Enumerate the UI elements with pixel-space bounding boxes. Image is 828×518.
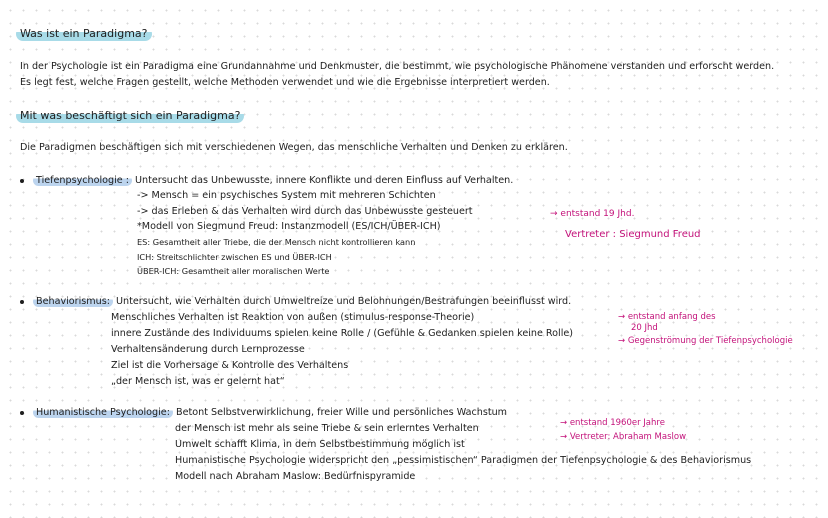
tiefen-line-4: *Modell von Siegmund Freud: Instanzmodell (ES/ICH/ÜBER-ICH): [137, 221, 441, 232]
heading-mit-was-beschaeftigt: Mit was beschäftigt sich ein Paradigma?: [16, 109, 244, 123]
human-line-1-row: [33, 407, 507, 419]
behav-note-entstand: → entstand anfang des: [618, 312, 716, 322]
tiefen-line-1-row: [33, 175, 513, 187]
human-line-5: Modell nach Abraham Maslow: Bedürfnispyramide: [175, 471, 416, 482]
human-note-entstand: → entstand 1960er Jahre: [560, 418, 665, 428]
human-line-1: Betont Selbstverwirklichung, freier Wille und persönliches Wachstum: [176, 407, 508, 418]
tiefen-note-entstand: → entstand 19 Jhd.: [550, 209, 635, 219]
behav-line-5: Ziel ist die Vorhersage & Kontrolle des Verhaltens: [111, 360, 349, 371]
tiefen-line-6: ICH: Streitschlichter zwischen ES und ÜBER-ICH: [137, 252, 332, 262]
human-line-2: der Mensch ist mehr als seine Triebe & sein erlerntes Verhalten: [175, 423, 479, 434]
tiefen-label: Tiefenpsychologie :: [33, 175, 132, 186]
behav-note-jhd: 20 Jhd: [631, 323, 658, 333]
human-note-vertreter: → Vertreter: Abraham Maslow: [560, 432, 687, 442]
intro-line-1: In der Psychologie ist ein Paradigma eine Grundannahme und Denkmuster, die bestimmt, wie psychologische Phänomene verstanden und erforscht werden.: [20, 61, 775, 72]
tiefen-line-1: Untersucht das Unbewusste, innere Konflikte und deren Einfluss auf Verhalten.: [135, 175, 514, 186]
behav-line-2: Menschliches Verhalten ist Reaktion von außen (stimulus-response-Theorie): [111, 312, 475, 323]
behav-line-4: Verhaltensänderung durch Lernprozesse: [111, 344, 305, 355]
human-line-4: Humanistische Psychologie widerspricht den „pessimistischen“ Paradigmen der Tiefenpsychologie & des Behaviorismus: [175, 455, 752, 466]
intro2-text: Die Paradigmen beschäftigen sich mit verschiedenen Wegen, das menschliche Verhalten und Denken zu erklären.: [20, 142, 568, 153]
behav-line-6: „der Mensch ist, was er gelernt hat“: [111, 376, 285, 387]
human-label: Humanistische Psychologie:: [33, 407, 173, 418]
tiefen-line-5: ES: Gesamtheit aller Triebe, die der Mensch nicht kontrollieren kann: [137, 237, 416, 247]
behav-line-1-row: [33, 296, 571, 308]
bullet-humanistische-psychologie: [20, 411, 24, 415]
tiefen-line-2: -> Mensch = ein psychisches System mit mehreren Schichten: [137, 190, 436, 201]
behav-label: Behaviorismus:: [33, 296, 113, 307]
tiefen-note-vertreter: Vertreter : Siegmund Freud: [565, 229, 701, 240]
tiefen-line-7: ÜBER-ICH: Gesamtheit aller moralischen Werte: [137, 266, 330, 276]
behav-note-gegenstroemung: → Gegenströmung der Tiefenpsychologie: [618, 336, 793, 346]
behav-line-3: innere Zustände des Individuums spielen keine Rolle / (Gefühle & Gedanken spielen keine Rolle): [111, 328, 574, 339]
bullet-behaviorismus: [20, 300, 24, 304]
heading-was-ist-paradigma: Was ist ein Paradigma?: [16, 27, 152, 41]
bullet-tiefenpsychologie: [20, 179, 24, 183]
intro-line-2: Es legt fest, welche Fragen gestellt, welche Methoden verwendet und wie die Ergebnisse interpretiert werden.: [20, 77, 550, 88]
human-line-3: Umwelt schafft Klima, in dem Selbstbestimmung möglich ist: [175, 439, 465, 450]
tiefen-line-3: -> das Erleben & das Verhalten wird durch das Unbewusste gesteuert: [137, 206, 473, 217]
behav-line-1: Untersucht, wie Verhalten durch Umweltreize und Belohnungen/Bestrafungen beeinflusst wird.: [115, 296, 572, 307]
